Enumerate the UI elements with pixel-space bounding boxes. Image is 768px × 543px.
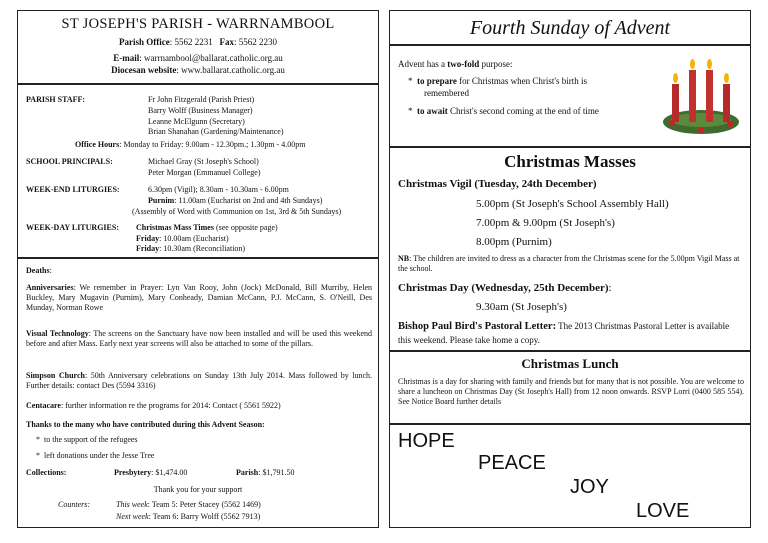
- weekday-label-text: WEEK-DAY LITURGIES: [26, 223, 117, 232]
- deaths-label: Deaths: [26, 266, 50, 275]
- nb-text: : The children are invited to dress as a character from the Christmas scene for the 5.00pm Vigil Mass at the school.: [398, 254, 740, 273]
- staff-line: Brian Shanahan (Gardening/Maintenance): [148, 127, 284, 136]
- website-label: Diocesan website: [111, 65, 177, 75]
- candle: [723, 84, 730, 122]
- staff-label: [26, 96, 85, 104]
- presbytery-value: : $1,474.00: [151, 468, 188, 477]
- school-colon: :: [110, 157, 113, 166]
- flame-icon: [673, 73, 678, 83]
- day-heading: [398, 283, 612, 294]
- deaths-colon: :: [49, 266, 52, 275]
- day-heading-text: Christmas Day (Wednesday, 25th December): [398, 282, 609, 294]
- sunday-title-box: [389, 10, 751, 45]
- thank-you: Thank you for your support: [153, 485, 243, 494]
- centacare-label: Centacare: [26, 401, 61, 410]
- staff-line: Fr John Fitzgerald (Parish Priest): [148, 95, 255, 104]
- weekend-label-text: WEEK-END LITURGIES: [26, 185, 117, 194]
- this-week: [116, 501, 261, 509]
- weekend-line3: (Assembly of Word with Communion on 1st, 3rd & 5th Sundays): [132, 207, 342, 216]
- prepare-label: to prepare: [417, 76, 457, 86]
- flame-icon: [690, 59, 695, 69]
- school-line: Michael Gray (St Joseph's School): [148, 157, 259, 166]
- weekend-purnim: [148, 197, 322, 205]
- simpson-church: [26, 371, 372, 391]
- await-text: Christ's second coming at the end of time: [447, 106, 599, 116]
- anniversaries-label: Anniversaries: [26, 283, 74, 292]
- advent-intro-a: Advent has a: [398, 59, 448, 69]
- advent-wreath-image: [656, 50, 746, 142]
- staff-colon: :: [82, 95, 86, 104]
- next-week: [116, 513, 260, 521]
- bishop-letter: [398, 320, 744, 346]
- school-line: Peter Morgan (Emmanuel College): [148, 168, 261, 177]
- flame-icon: [707, 59, 712, 69]
- thanks-item: * to the support of the refugees: [36, 435, 138, 444]
- centacare-text: : further information re the programs for 2014: Contact ( 5561 5922): [60, 401, 281, 410]
- vigil-time-text: 5.00pm (St Joseph's School Assembly Hall): [476, 198, 669, 210]
- weekday-label: [26, 224, 119, 232]
- visual-technology-text: : The screens on the Sanctuary have now been installed and will be used this weekend before and after Mass. Early next year screens will also be attached to some of the pillars.: [26, 329, 372, 348]
- advent-item-prepare: * to prepare for Christmas when Christ's birth is: [408, 76, 588, 86]
- staff-label-text: PARISH STAFF: [26, 95, 83, 104]
- parish-label: Parish: [236, 468, 259, 477]
- presbytery: [114, 469, 187, 477]
- parish-news-box: [17, 258, 379, 528]
- word-love: LOVE: [636, 500, 690, 522]
- lunch-heading: Christmas Lunch: [521, 356, 619, 371]
- candle: [706, 70, 713, 122]
- purnim-value: : 11.00am (Eucharist on 2nd and 4th Sundays): [174, 196, 323, 205]
- this-week-value: : Team 5: Peter Stacey (5562 1469): [147, 500, 261, 509]
- website-value[interactable]: : www.ballarat.catholic.org.au: [176, 65, 285, 75]
- advent-item-await: * to await Christ's second coming at the end of time: [408, 106, 599, 116]
- collections-label: [26, 469, 66, 477]
- counters-label: Counters:: [58, 500, 90, 509]
- wreath-berry: [698, 127, 704, 133]
- office-label: Parish Office: [118, 37, 170, 47]
- school-label-text: SCHOOL PRINCIPALS: [26, 157, 111, 166]
- word-hope: HOPE: [398, 430, 455, 452]
- office-hours-label: Office Hours: [75, 140, 120, 149]
- collections-colon: :: [63, 468, 67, 477]
- fax-phone: : 5562 2230: [234, 37, 278, 47]
- fax-label: Fax: [219, 37, 234, 47]
- await-label: to await: [417, 106, 448, 116]
- weekend-colon: :: [116, 185, 120, 194]
- candle: [689, 70, 696, 122]
- thanks-heading: Thanks to the many who have contributed during this Advent Season:: [26, 420, 265, 429]
- deaths: [26, 267, 52, 275]
- prepare-text: for Christmas when Christ's birth is: [456, 76, 588, 86]
- masses-heading: Christmas Masses: [504, 152, 636, 171]
- vigil-heading: Christmas Vigil (Tuesday, 24th December): [398, 178, 597, 190]
- purnim-label: Purnim: [148, 196, 175, 205]
- weekday-friday1: [136, 235, 229, 243]
- thanks-item-text: to the support of the refugees: [44, 435, 138, 444]
- email-value[interactable]: : warrnambool@ballarat.catholic.org.au: [139, 53, 283, 63]
- word-joy: JOY: [570, 476, 609, 498]
- day-time: 9.30am (St Joseph's): [476, 301, 567, 313]
- friday-label: Friday: [136, 234, 160, 243]
- friday-value: : 10.30am (Reconciliation): [159, 244, 246, 253]
- advent-intro-c: purpose:: [479, 59, 513, 69]
- bishop-text: The 2013 Christmas Pastoral Letter is available this weekend. Please take home a copy.: [398, 321, 730, 346]
- email-line: [18, 54, 378, 63]
- christmas-lunch-box: [389, 351, 751, 424]
- this-week-label: This week: [116, 500, 148, 509]
- vigil-time: 7.00pm & 9.00pm (St Joseph's): [476, 217, 615, 229]
- parish-title: ST JOSEPH'S PARISH - WARRNAMBOOL: [61, 16, 335, 32]
- advent-item-prepare-cont: remembered: [424, 88, 469, 98]
- nb-label: NB: [398, 254, 410, 263]
- word-peace: PEACE: [478, 452, 546, 474]
- see-opposite: (see opposite page): [213, 223, 278, 232]
- weekday-colon: :: [116, 223, 119, 232]
- email-label: E-mail: [113, 53, 140, 63]
- centacare: [26, 402, 281, 410]
- friday-value: : 10.00am (Eucharist): [159, 234, 229, 243]
- christmas-mass-times: Christmas Mass Times: [136, 223, 214, 232]
- candle: [672, 84, 679, 122]
- thanks-item: * left donations under the Jesse Tree: [36, 451, 155, 460]
- thanks-item-text: left donations under the Jesse Tree: [44, 451, 155, 460]
- flame-icon: [724, 73, 729, 83]
- vigil-time: [476, 199, 669, 210]
- anniversaries: [26, 283, 372, 313]
- simpson-church-label: Simpson Church: [26, 371, 85, 380]
- parish-header-box: [17, 10, 379, 84]
- advent-intro: [398, 60, 513, 69]
- advent-box: [389, 45, 751, 147]
- parish-office-line: [18, 38, 378, 47]
- day-colon: :: [608, 282, 612, 294]
- weekend-label: [26, 186, 120, 194]
- anniversaries-text: : We remember in Prayer: Lyn Van Rooy, John (Jock) McDonald, Bill Murriby, Helen Buckley, Mary Mugavin (Purnim), Mary Conheady, Damian McCann, P.J. McCann, S. O'Neill, Des Munday, Norman Rowe: [26, 283, 372, 312]
- christmas-masses-box: [389, 147, 751, 351]
- advent-words-box: [389, 424, 751, 528]
- office-phone: : 5562 2231: [169, 37, 213, 47]
- friday-label: Friday: [136, 244, 160, 253]
- office-hours: [75, 141, 305, 149]
- vigil-time: 8.00pm (Purnim): [476, 236, 552, 248]
- presbytery-label: Presbytery: [114, 468, 152, 477]
- simpson-church-text: : 50th Anniversary celebrations on Sunday 13th July 2014. Mass followed by lunch. Further details: contact Des (5594 3316): [26, 371, 372, 390]
- lunch-text: Christmas is a day for sharing with family and friends but for many that is not possible. You are welcome to share a luncheon on Christmas Day (St Joseph's Hall) from 12 noon onwards. RSVP Lorri (0400 585 554). See Notice Board further details: [398, 377, 744, 406]
- website-line: [18, 66, 378, 75]
- weekend-line1: 6.30pm (Vigil); 8.30am - 10.30am - 6.00pm: [148, 185, 289, 194]
- parish-value: : $1,791.50: [258, 468, 295, 477]
- parish-collection: [236, 469, 294, 477]
- next-week-value: : Team 6: Barry Wolff (5562 7913): [148, 512, 261, 521]
- staff-line: Barry Wolff (Business Manager): [148, 106, 253, 115]
- wreath-greenery: [671, 113, 731, 127]
- school-label: [26, 158, 113, 166]
- staff-line: Leanne McElgunn (Secretary): [148, 117, 245, 126]
- advent-intro-b: two-fold: [447, 59, 480, 69]
- parish-staff-box: [17, 84, 379, 258]
- collections-label-text: Collections: [26, 468, 64, 477]
- nb-note: [398, 254, 744, 274]
- next-week-label: Next week: [116, 512, 149, 521]
- weekday-line1: [136, 224, 278, 232]
- office-hours-value: : Monday to Friday: 9.00am - 12.30pm.; 1.30pm - 4.00pm: [119, 140, 306, 149]
- bishop-label: Bishop Paul Bird's Pastoral Letter:: [398, 321, 557, 332]
- sunday-title: Fourth Sunday of Advent: [469, 17, 671, 39]
- visual-technology: [26, 329, 372, 349]
- weekday-friday2: [136, 245, 245, 253]
- visual-technology-label: Visual Technology: [26, 329, 89, 338]
